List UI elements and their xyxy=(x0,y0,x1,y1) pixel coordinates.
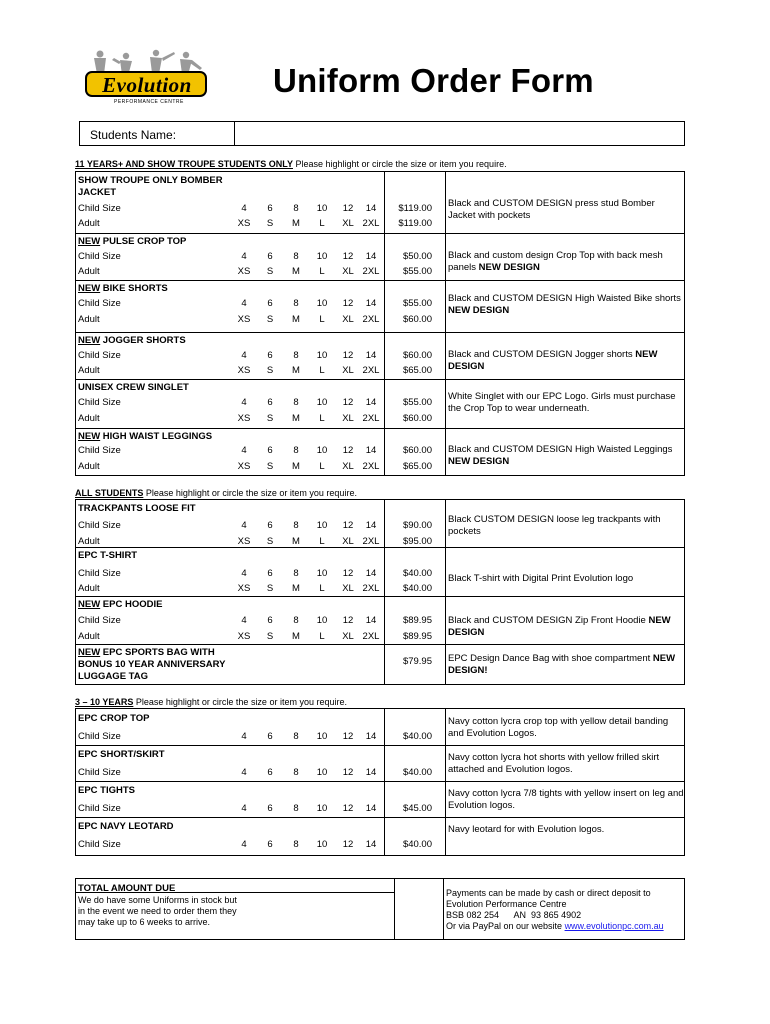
description-text: Black and custom design Crop Top with back mesh panels xyxy=(448,250,663,273)
new-tag: NEW xyxy=(78,283,101,294)
size-option[interactable]: 8 xyxy=(293,298,299,309)
size-row-label: Adult xyxy=(78,365,100,376)
size-option[interactable]: 6 xyxy=(267,251,273,262)
item-description: Navy leotard for with Evolution logos. xyxy=(448,824,605,835)
size-option[interactable]: 14 xyxy=(365,445,377,456)
price: $60.00 xyxy=(402,445,432,456)
size-option[interactable]: S xyxy=(266,536,274,547)
size-option[interactable]: 14 xyxy=(365,568,377,579)
description-text: Black and CUSTOM DESIGN High Waisted Leggings xyxy=(448,444,673,455)
column-divider xyxy=(394,879,395,939)
size-option[interactable]: 14 xyxy=(365,731,377,742)
size-option[interactable]: 6 xyxy=(267,767,273,778)
size-option[interactable]: 12 xyxy=(342,767,354,778)
size-row-label: Adult xyxy=(78,218,100,229)
price: $119.00 xyxy=(398,203,432,214)
description-text: Black CUSTOM DESIGN loose leg trackpants with pockets xyxy=(448,514,661,537)
table-3-10-years xyxy=(75,708,685,856)
size-option[interactable]: 10 xyxy=(316,767,328,778)
size-option[interactable]: 12 xyxy=(342,731,354,742)
size-option[interactable]: L xyxy=(319,583,325,594)
size-option[interactable]: 4 xyxy=(241,767,247,778)
size-row-label: Child Size xyxy=(78,839,121,850)
size-row-label: Child Size xyxy=(78,615,121,626)
logo-text: Evolution xyxy=(102,73,192,97)
size-option[interactable]: 12 xyxy=(342,803,354,814)
size-option[interactable]: 12 xyxy=(342,298,354,309)
item-name-text: BIKE SHORTS xyxy=(100,283,168,294)
price: $55.00 xyxy=(402,397,432,408)
price: $65.00 xyxy=(402,461,432,472)
size-option[interactable]: XL xyxy=(342,218,354,229)
size-option[interactable]: 4 xyxy=(241,520,247,531)
item-name xyxy=(78,431,238,443)
size-option[interactable]: XL xyxy=(342,536,354,547)
item-description xyxy=(448,615,684,639)
size-row-label: Child Size xyxy=(78,251,121,262)
size-option[interactable]: 10 xyxy=(316,568,328,579)
item-description: Navy cotton lycra crop top with yellow detail banding and Evolution Logos. xyxy=(448,716,669,739)
item-divider xyxy=(76,233,684,234)
total-box xyxy=(75,878,685,940)
size-option[interactable]: 4 xyxy=(241,803,247,814)
size-option[interactable]: 14 xyxy=(365,615,377,626)
size-option[interactable]: XL xyxy=(342,583,354,594)
item-name xyxy=(78,503,238,515)
size-option[interactable]: L xyxy=(319,218,325,229)
item-name: EPC NAVY LEOTARD xyxy=(78,821,174,832)
table-all-students xyxy=(75,499,685,685)
description-text: Black and CUSTOM DESIGN Jogger shorts xyxy=(448,349,636,360)
size-option[interactable]: 2XL xyxy=(362,583,380,594)
description-text: Black and CUSTOM DESIGN High Waisted Bike shorts xyxy=(448,293,681,304)
item-divider xyxy=(76,644,684,645)
size-option[interactable]: S xyxy=(266,461,274,472)
size-option[interactable]: 10 xyxy=(316,251,328,262)
size-option[interactable]: 8 xyxy=(293,350,299,361)
size-option[interactable]: S xyxy=(266,218,274,229)
price: $60.00 xyxy=(402,314,432,325)
size-option[interactable]: 6 xyxy=(267,298,273,309)
size-option[interactable]: 10 xyxy=(316,203,328,214)
price: $65.00 xyxy=(402,365,432,376)
item-description: Navy cotton lycra 7/8 tights with yellow insert on leg and Evolution logos. xyxy=(448,788,684,811)
size-option[interactable]: 6 xyxy=(267,839,273,850)
price-column-divider xyxy=(384,709,385,855)
new-design-tag: NEW DESIGN xyxy=(448,615,671,638)
new-design-tag: NEW DESIGN xyxy=(478,262,540,273)
price: $40.00 xyxy=(402,583,432,594)
price: $79.95 xyxy=(402,656,432,667)
size-option[interactable]: 2XL xyxy=(362,365,380,376)
item-description: Navy cotton lycra hot shorts with yellow frilled skirt attached and Evolution logos. xyxy=(448,752,660,775)
desc-column-divider xyxy=(445,709,446,855)
new-design-tag: NEW DESIGN xyxy=(448,349,658,372)
size-option[interactable]: XS xyxy=(237,218,251,229)
price: $50.00 xyxy=(402,251,432,262)
size-option[interactable]: 14 xyxy=(365,203,377,214)
item-divider xyxy=(76,547,684,548)
size-row-label: Child Size xyxy=(78,298,121,309)
item-divider xyxy=(76,428,684,429)
size-option[interactable]: XL xyxy=(342,461,354,472)
new-tag: NEW xyxy=(78,236,101,247)
size-option[interactable]: S xyxy=(266,631,274,642)
size-option[interactable]: 2XL xyxy=(362,266,380,277)
size-option[interactable]: M xyxy=(292,461,300,472)
item-divider xyxy=(76,280,684,281)
item-name xyxy=(78,283,238,295)
size-option[interactable]: L xyxy=(319,461,325,472)
description-text: Black and CUSTOM DESIGN Zip Front Hoodie xyxy=(448,615,649,626)
new-tag: NEW xyxy=(78,599,101,610)
item-description xyxy=(448,349,684,373)
description-text: Black T-shirt with Digital Print Evolution logo xyxy=(448,573,634,584)
size-option[interactable]: XS xyxy=(237,413,251,424)
size-option[interactable]: 10 xyxy=(316,298,328,309)
size-option[interactable]: 14 xyxy=(365,767,377,778)
size-option[interactable]: 8 xyxy=(293,731,299,742)
evolution-logo xyxy=(84,48,214,110)
size-option[interactable]: 12 xyxy=(342,839,354,850)
size-option[interactable]: 4 xyxy=(241,251,247,262)
size-option[interactable]: 2XL xyxy=(362,631,380,642)
size-row-label: Child Size xyxy=(78,397,121,408)
students-name-label: Students Name: xyxy=(90,128,177,142)
size-option[interactable]: 8 xyxy=(293,568,299,579)
size-row-label: Child Size xyxy=(78,767,121,778)
description-text: White Singlet with our EPC Logo. Girls must purchase the Crop Top to wear underneath. xyxy=(448,391,676,414)
size-row-label: Child Size xyxy=(78,520,121,531)
size-option[interactable]: 10 xyxy=(316,731,328,742)
size-option[interactable]: 8 xyxy=(293,767,299,778)
new-design-tag: NEW DESIGN xyxy=(448,456,510,467)
size-option[interactable]: 6 xyxy=(267,615,273,626)
price: $40.00 xyxy=(402,767,432,778)
size-option[interactable]: 12 xyxy=(342,203,354,214)
size-row-label: Adult xyxy=(78,413,100,424)
size-option[interactable]: XS xyxy=(237,314,251,325)
size-option[interactable]: 6 xyxy=(267,445,273,456)
price: $89.95 xyxy=(402,615,432,626)
size-option[interactable]: 6 xyxy=(267,520,273,531)
price: $55.00 xyxy=(402,266,432,277)
price: $40.00 xyxy=(402,839,432,850)
new-tag: NEW xyxy=(78,647,101,658)
item-divider xyxy=(76,596,684,597)
size-option[interactable]: 6 xyxy=(267,203,273,214)
size-option[interactable]: 12 xyxy=(342,615,354,626)
size-option[interactable]: 14 xyxy=(365,839,377,850)
size-option[interactable]: S xyxy=(266,314,274,325)
size-option[interactable]: XS xyxy=(237,583,251,594)
size-option[interactable]: XL xyxy=(342,413,354,424)
stock-note: We do have some Uniforms in stock but in the event we need to order them they may take up to 6 weeks to arrive. xyxy=(78,895,237,927)
size-option[interactable]: 8 xyxy=(293,445,299,456)
size-row-label: Adult xyxy=(78,461,100,472)
price: $55.00 xyxy=(402,298,432,309)
price-column-divider xyxy=(384,172,385,475)
size-option[interactable]: M xyxy=(292,218,300,229)
size-option[interactable]: XS xyxy=(237,536,251,547)
item-description xyxy=(448,573,684,585)
price-column-divider xyxy=(384,500,385,684)
item-name: EPC CROP TOP xyxy=(78,713,150,724)
size-option[interactable]: L xyxy=(319,631,325,642)
section-heading-all-students: ALL STUDENTS Please highlight or circle the size or item you require. xyxy=(75,488,357,498)
size-option[interactable]: 4 xyxy=(241,615,247,626)
size-option[interactable]: 12 xyxy=(342,568,354,579)
size-option[interactable]: 14 xyxy=(365,350,377,361)
column-divider xyxy=(443,879,444,939)
size-option[interactable]: 4 xyxy=(241,731,247,742)
item-divider xyxy=(76,817,684,818)
price: $40.00 xyxy=(402,731,432,742)
item-name-text: SHOW TROUPE ONLY BOMBER JACKET xyxy=(78,175,223,198)
size-option[interactable]: 8 xyxy=(293,251,299,262)
price: $95.00 xyxy=(402,536,432,547)
item-name: EPC TIGHTS xyxy=(78,785,136,796)
size-option[interactable]: M xyxy=(292,413,300,424)
size-option[interactable]: S xyxy=(266,266,274,277)
payment-info: Payments can be made by cash or direct deposit to Evolution Performance Centre BSB 082 254 AN 93 865 4902 Or via PayPal on our website www.evolutionpc.com.au xyxy=(446,888,664,931)
size-option[interactable]: L xyxy=(319,314,325,325)
item-name xyxy=(78,335,238,347)
item-name-text: EPC T-SHIRT xyxy=(78,550,138,561)
size-option[interactable]: XS xyxy=(237,365,251,376)
item-description xyxy=(448,293,684,317)
price: $45.00 xyxy=(402,803,432,814)
size-row-label: Child Size xyxy=(78,803,121,814)
size-option[interactable]: 14 xyxy=(365,397,377,408)
size-option[interactable]: 8 xyxy=(293,803,299,814)
size-option[interactable]: 2XL xyxy=(362,314,380,325)
size-option[interactable]: 12 xyxy=(342,397,354,408)
item-name: EPC SHORT/SKIRT xyxy=(78,749,165,760)
field-divider xyxy=(234,122,235,145)
new-design-tag: NEW DESIGN xyxy=(448,305,510,316)
item-name xyxy=(78,550,238,562)
size-option[interactable]: XS xyxy=(237,631,251,642)
size-option[interactable]: 4 xyxy=(241,203,247,214)
size-option[interactable]: 6 xyxy=(267,731,273,742)
size-option[interactable]: M xyxy=(292,266,300,277)
item-divider xyxy=(76,745,684,746)
section-heading-11-years: 11 YEARS+ AND SHOW TROUPE STUDENTS ONLY Please highlight or circle the size or item you require. xyxy=(75,159,507,169)
price: $60.00 xyxy=(402,350,432,361)
size-row-label: Child Size xyxy=(78,568,121,579)
size-option[interactable]: L xyxy=(319,536,325,547)
size-option[interactable]: 10 xyxy=(316,803,328,814)
size-option[interactable]: 14 xyxy=(365,298,377,309)
size-option[interactable]: 4 xyxy=(241,397,247,408)
size-option[interactable]: 10 xyxy=(316,839,328,850)
size-option[interactable]: 2XL xyxy=(362,461,380,472)
size-option[interactable]: S xyxy=(266,365,274,376)
item-name-text: UNISEX CREW SINGLET xyxy=(78,382,189,393)
size-option[interactable]: L xyxy=(319,365,325,376)
size-option[interactable]: 10 xyxy=(316,397,328,408)
new-design-tag: NEW DESIGN! xyxy=(448,653,676,676)
students-name-field[interactable] xyxy=(79,121,685,146)
size-option[interactable]: 14 xyxy=(365,520,377,531)
item-description xyxy=(448,391,684,415)
size-option[interactable]: 6 xyxy=(267,568,273,579)
item-name-text: EPC SPORTS BAG WITH BONUS 10 YEAR ANNIVERSARY LUGGAGE TAG xyxy=(78,647,226,682)
item-name xyxy=(78,382,238,394)
size-option[interactable]: 4 xyxy=(241,839,247,850)
item-name xyxy=(78,175,238,199)
item-description xyxy=(448,444,684,468)
price: $119.00 xyxy=(398,218,432,229)
item-name xyxy=(78,236,238,248)
item-description xyxy=(448,653,684,677)
size-option[interactable]: 8 xyxy=(293,203,299,214)
item-divider xyxy=(76,781,684,782)
size-option[interactable]: XL xyxy=(342,314,354,325)
size-option[interactable]: 4 xyxy=(241,298,247,309)
desc-column-divider xyxy=(445,500,446,684)
size-option[interactable]: 8 xyxy=(293,520,299,531)
size-row-label: Child Size xyxy=(78,350,121,361)
size-option[interactable]: 12 xyxy=(342,445,354,456)
size-option[interactable]: M xyxy=(292,365,300,376)
table-11-years xyxy=(75,171,685,476)
size-option[interactable]: L xyxy=(319,413,325,424)
price: $60.00 xyxy=(402,413,432,424)
size-option[interactable]: S xyxy=(266,413,274,424)
item-name-text: EPC HOODIE xyxy=(100,599,163,610)
size-option[interactable]: 12 xyxy=(342,350,354,361)
item-divider xyxy=(76,332,684,333)
size-row-label: Adult xyxy=(78,266,100,277)
description-text: Black and CUSTOM DESIGN press stud Bomber Jacket with pockets xyxy=(448,198,655,221)
price: $40.00 xyxy=(402,568,432,579)
size-option[interactable]: XS xyxy=(237,461,251,472)
size-option[interactable]: 2XL xyxy=(362,413,380,424)
size-option[interactable]: 6 xyxy=(267,803,273,814)
size-option[interactable]: 8 xyxy=(293,397,299,408)
size-option[interactable]: 4 xyxy=(241,445,247,456)
size-option[interactable]: L xyxy=(319,266,325,277)
size-option[interactable]: XS xyxy=(237,266,251,277)
size-row-label: Child Size xyxy=(78,445,121,456)
item-name-text: JOGGER SHORTS xyxy=(100,335,186,346)
size-option[interactable]: XL xyxy=(342,266,354,277)
item-name-text: HIGH WAIST LEGGINGS xyxy=(100,431,213,442)
size-option[interactable]: M xyxy=(292,583,300,594)
size-option[interactable]: M xyxy=(292,314,300,325)
item-name xyxy=(78,599,238,611)
size-option[interactable]: 12 xyxy=(342,520,354,531)
size-option[interactable]: 6 xyxy=(267,350,273,361)
size-option[interactable]: 14 xyxy=(365,251,377,262)
size-option[interactable]: 10 xyxy=(316,520,328,531)
size-option[interactable]: 8 xyxy=(293,615,299,626)
desc-column-divider xyxy=(445,172,446,475)
size-option[interactable]: XL xyxy=(342,365,354,376)
description-text: EPC Design Dance Bag with shoe compartment xyxy=(448,653,653,664)
item-name-text: PULSE CROP TOP xyxy=(100,236,187,247)
item-description xyxy=(448,198,684,222)
item-divider xyxy=(76,379,684,380)
size-row-label: Adult xyxy=(78,314,100,325)
size-option[interactable]: 2XL xyxy=(362,218,380,229)
size-option[interactable]: XL xyxy=(342,631,354,642)
size-option[interactable]: M xyxy=(292,536,300,547)
size-row-label: Child Size xyxy=(78,203,121,214)
size-option[interactable]: 10 xyxy=(316,615,328,626)
page-title: Uniform Order Form xyxy=(273,62,594,99)
size-option[interactable]: 14 xyxy=(365,803,377,814)
size-option[interactable]: 4 xyxy=(241,350,247,361)
size-option[interactable]: S xyxy=(266,583,274,594)
size-option[interactable]: 12 xyxy=(342,251,354,262)
size-row-label: Adult xyxy=(78,631,100,642)
total-amount-label: TOTAL AMOUNT DUE xyxy=(78,883,176,894)
size-row-label: Child Size xyxy=(78,731,121,742)
logo-subtext: PERFORMANCE CENTRE xyxy=(114,99,184,105)
new-tag: NEW xyxy=(78,431,101,442)
section-heading-3-10-years: 3 – 10 YEARS Please highlight or circle the size or item you require. xyxy=(75,697,347,707)
size-option[interactable]: 10 xyxy=(316,350,328,361)
size-row-label: Adult xyxy=(78,583,100,594)
size-option[interactable]: M xyxy=(292,631,300,642)
size-option[interactable]: 6 xyxy=(267,397,273,408)
price: $89.95 xyxy=(402,631,432,642)
item-name xyxy=(78,647,238,683)
item-description xyxy=(448,250,684,274)
size-row-label: Adult xyxy=(78,536,100,547)
item-description xyxy=(448,514,684,538)
size-option[interactable]: 4 xyxy=(241,568,247,579)
website-link[interactable]: www.evolutionpc.com.au xyxy=(564,921,664,931)
new-tag: NEW xyxy=(78,335,101,346)
size-option[interactable]: 2XL xyxy=(362,536,380,547)
size-option[interactable]: 8 xyxy=(293,839,299,850)
item-name-text: TRACKPANTS LOOSE FIT xyxy=(78,503,196,514)
price: $90.00 xyxy=(402,520,432,531)
size-option[interactable]: 10 xyxy=(316,445,328,456)
